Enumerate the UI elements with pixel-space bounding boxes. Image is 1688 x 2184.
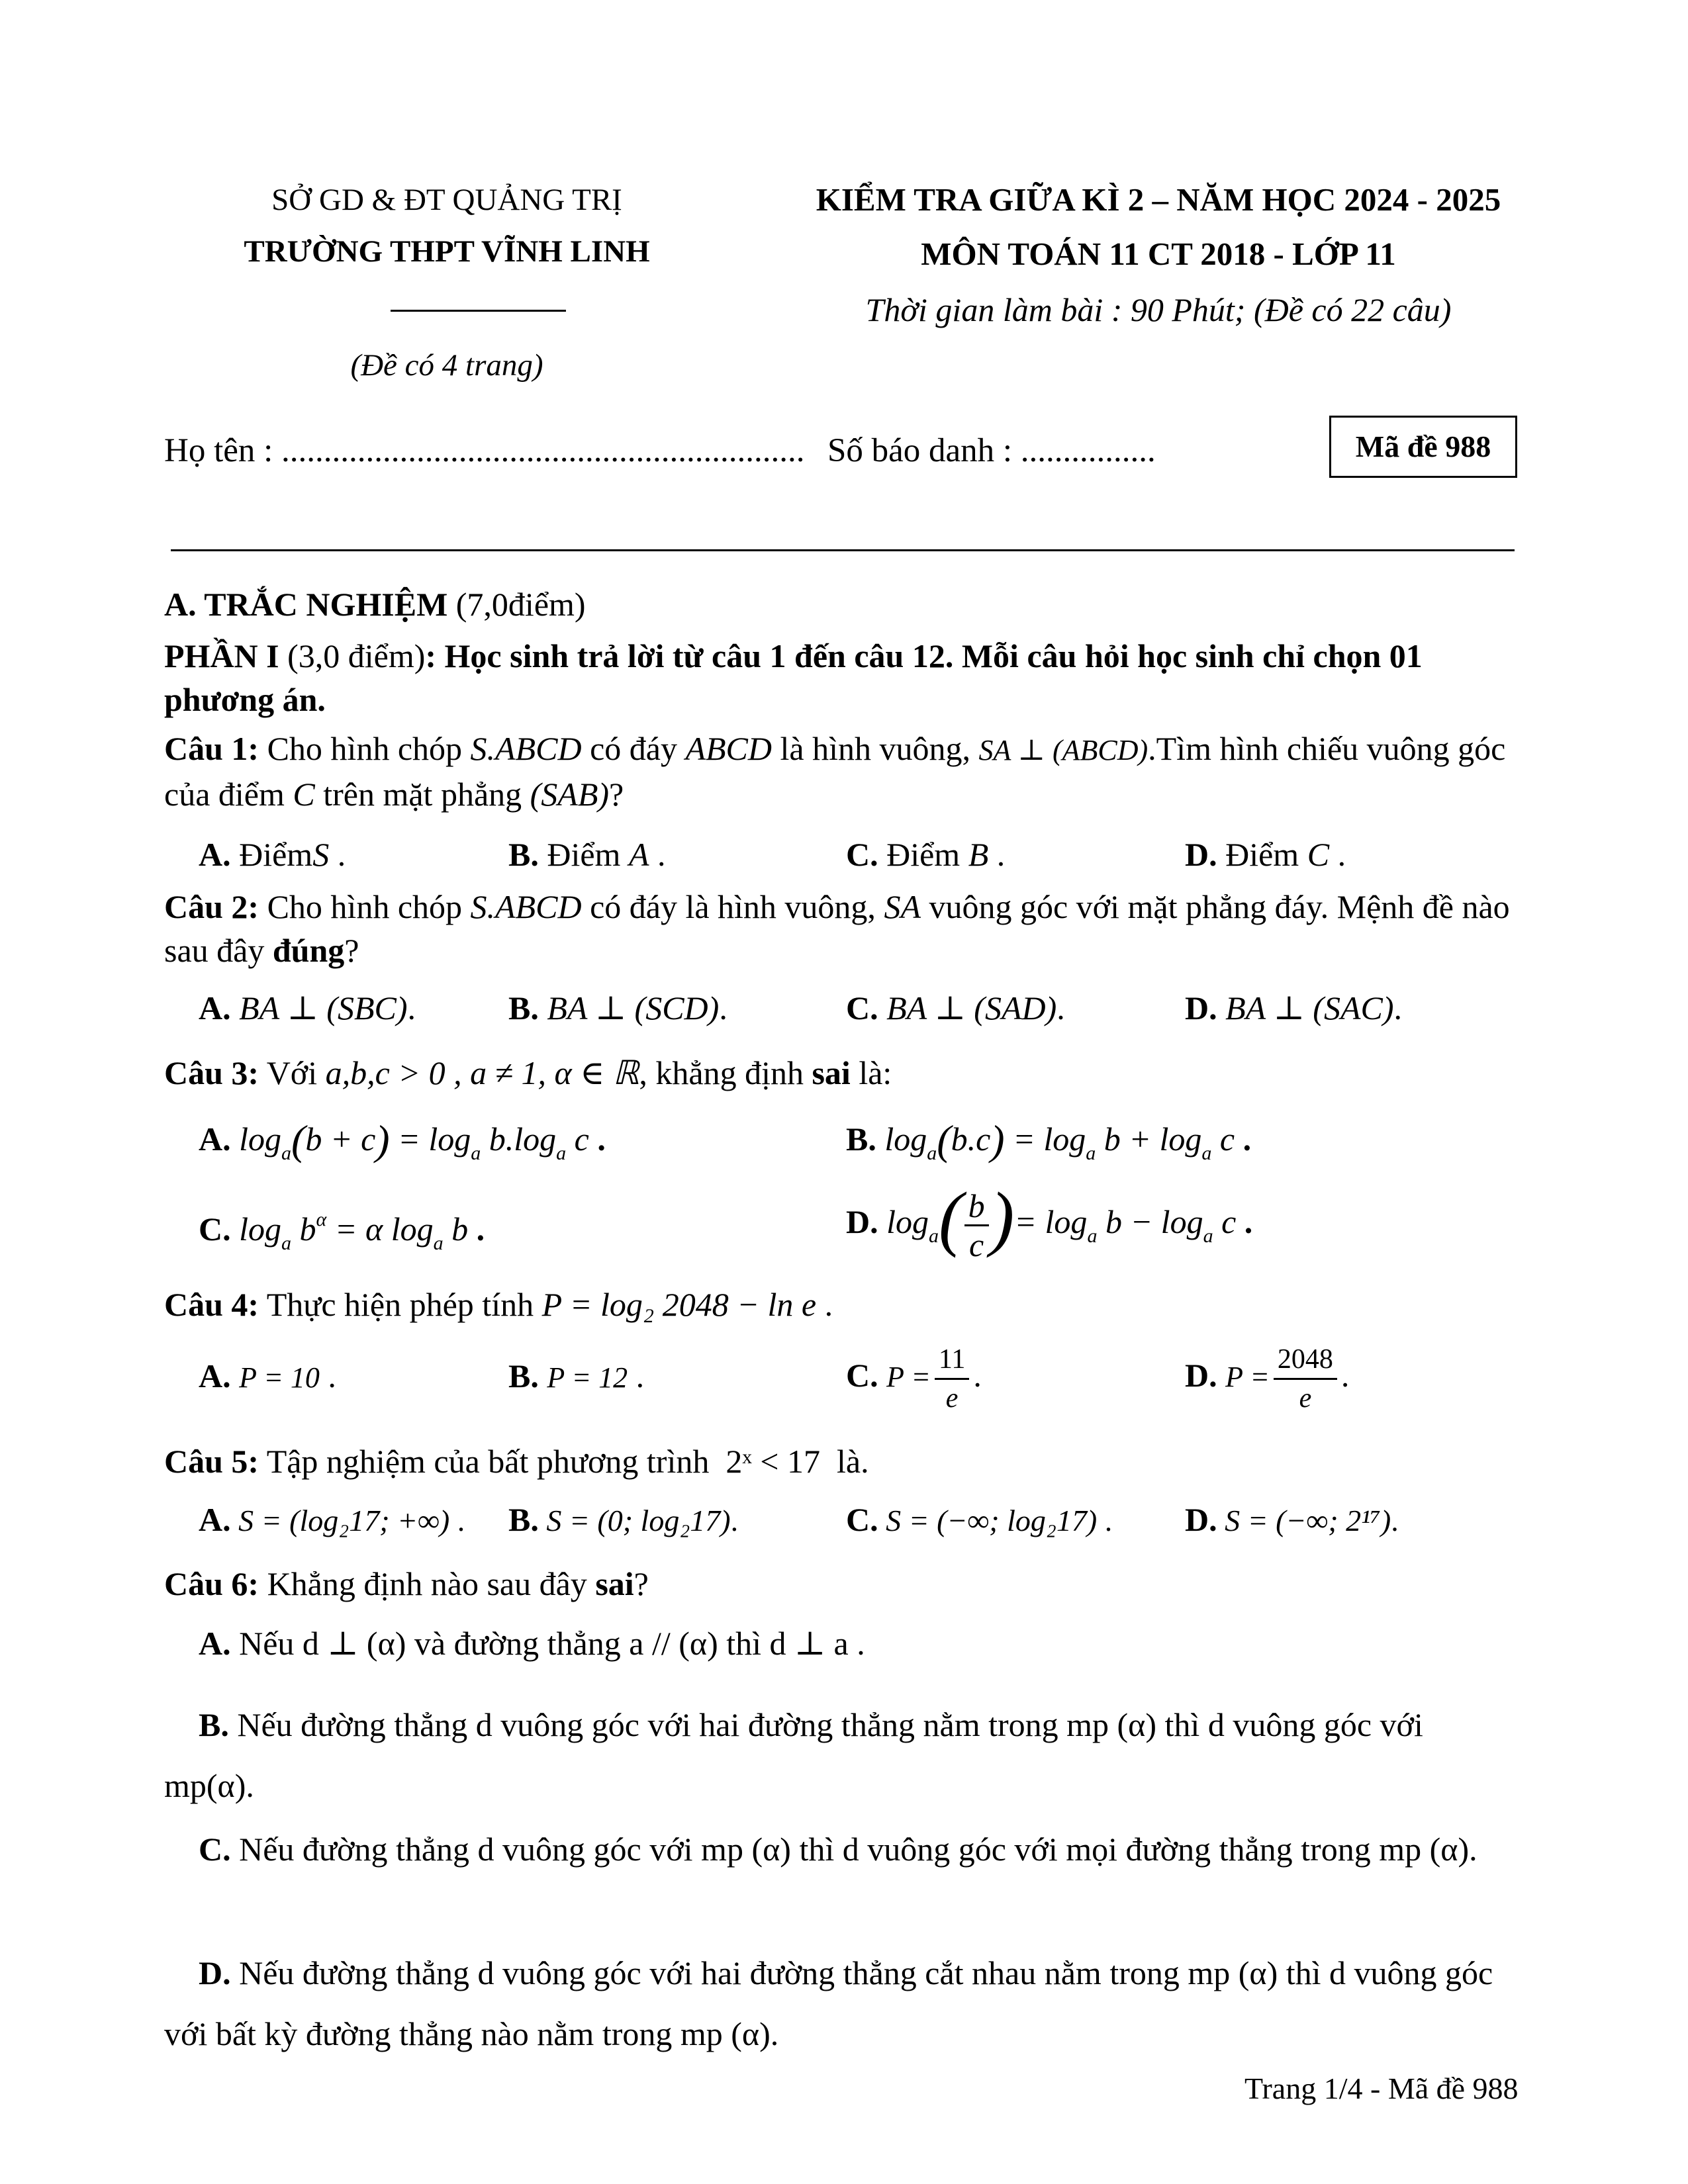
q3-option-b[interactable]: B. $\log_a(b.c) = \log_a b + \log_a c$ . [846, 1116, 1252, 1164]
q1-option-a[interactable]: A. ĐiểmS . [199, 836, 346, 873]
q3-option-a[interactable]: A. $\log_a(b + c) = \log_a b.\log_a$ c . [199, 1116, 606, 1164]
exam-code: Mã đề 988 [1355, 430, 1491, 463]
math-expr: C [293, 776, 315, 813]
q6-option-b[interactable]: B. Nếu đường thẳng d vuông góc với hai đường thẳng nằm trong mp (α) thì d vuông góc với mp(α). [164, 1706, 1423, 1804]
math-expr: S = (−∞; 2¹⁷) [1225, 1504, 1391, 1537]
math-expr: P = 12 [547, 1361, 628, 1394]
math-expr: S.ABCD [470, 888, 582, 925]
question-text: có đáy là hình vuông, [590, 888, 876, 925]
pages-note: (Đề có 4 trang) [350, 348, 543, 383]
q5-option-d[interactable]: D. S = (−∞; 2¹⁷). [1185, 1501, 1399, 1538]
option-text: Nếu đường thẳng d vuông góc với hai đường thẳng nằm trong mp (α) thì d vuông góc với mp(α). [164, 1706, 1423, 1804]
question-label: Câu 4: [164, 1286, 259, 1323]
q4-option-b[interactable]: B. P = 12 . [508, 1357, 645, 1394]
q4-option-d[interactable]: D. P = $\frac{2048}{e}$ . [1185, 1336, 1349, 1417]
section-points: (7,0điểm) [455, 586, 586, 623]
question-text: Cho hình chóp [267, 730, 463, 767]
fraction-denominator: e [1299, 1383, 1312, 1414]
question-text: Tập nghiệm của bất phương trình [266, 1443, 710, 1480]
department-name: SỞ GD & ĐT QUẢNG TRỊ [271, 183, 622, 217]
school-name: TRƯỜNG THPT VĨNH LINH [244, 234, 650, 269]
math-expr: P = log₂ 2048 − ln e [541, 1286, 817, 1323]
option-text: Điểm [239, 836, 313, 873]
q1-option-b[interactable]: B. Điểm A . [508, 836, 666, 873]
q1-option-d[interactable]: D. Điểm C . [1185, 836, 1346, 873]
question-text: Thực hiện phép tính [266, 1286, 534, 1323]
question-text: vuông góc với mặt phẳng đáy. Mệnh đề nào sau đây [164, 888, 1510, 969]
q3-option-d[interactable]: D. $\log_a$( $\frac{b}{c}$ )= $\log_a b - \log_a c$ . [846, 1177, 1253, 1264]
math-expr: S = (log₂17; +∞) [238, 1504, 450, 1537]
question-text: có đáy [590, 730, 677, 767]
question-text: trên mặt phẳng [323, 776, 522, 813]
question-text: là: [859, 1054, 892, 1091]
question-text: ? [633, 1565, 649, 1602]
q2-option-b[interactable]: B. BA ⊥ (SCD). [508, 989, 727, 1026]
option-text: Điểm [1225, 836, 1299, 873]
question-6 [164, 1563, 649, 1604]
option-text: Nếu đường thẳng d vuông góc với hai đường thẳng cắt nhau nằm trong mp (α) thì d vuông góc với bất kỳ đường thẳng nào nằm trong mp (α). [164, 1954, 1493, 2052]
part-instructions [164, 634, 1521, 721]
math-expr: $\log_a b^\alpha = \alpha$ $\log_a b$ [239, 1208, 469, 1254]
math-expr: BA ⊥ (SBC) [239, 989, 408, 1026]
section-title-label: A. TRẮC NGHIỆM [164, 586, 448, 623]
exam-code-box [1329, 416, 1517, 478]
math-expr: a,b,c > 0 , a ≠ 1, α ∈ ℝ [325, 1054, 639, 1091]
math-expr: BA ⊥ (SCD) [547, 989, 720, 1026]
option-text: Điểm [547, 836, 621, 873]
math-expr: C [1307, 836, 1330, 873]
question-label: Câu 1: [164, 730, 259, 767]
part-points: (3,0 điểm) [287, 637, 426, 674]
math-expr: $\log_a$( $\frac{b}{c}$ )= $\log_a b - \log_a c$ [886, 1177, 1237, 1264]
page-footer: Trang 1/4 - Mã đề 988 [1244, 2071, 1519, 2105]
math-expr: (SAB) [530, 776, 610, 813]
question-text: ? [344, 932, 359, 969]
question-2 [164, 885, 1521, 972]
q2-option-c[interactable]: C. BA ⊥ (SAD). [846, 989, 1065, 1026]
section-title [164, 584, 586, 625]
q4-option-c[interactable]: C. P = $\frac{11}{e}$ . [846, 1336, 982, 1417]
question-4: Câu 4: Thực hiện phép tính P = log₂ 2048 − ln e . [164, 1286, 833, 1323]
student-name-field: Họ tên : .............................................................. [164, 432, 805, 469]
section-divider [171, 549, 1515, 551]
question-3 [164, 1052, 892, 1093]
emphasis: sai [812, 1054, 851, 1091]
question-text: ? [609, 776, 624, 813]
math-expr: BA ⊥ (SAC) [1225, 989, 1394, 1026]
question-text: .Tìm hình chiếu vuông góc của điểm [164, 730, 1506, 813]
question-text: Với [266, 1054, 318, 1091]
math-expr: SA ⊥ (ABCD) [978, 734, 1149, 766]
q2-option-a[interactable]: A. BA ⊥ (SBC). [199, 989, 416, 1026]
exam-duration: Thời gian làm bài : 90 Phút; (Đề có 22 câu) [865, 291, 1452, 328]
question-1 [164, 727, 1521, 816]
math-expr: BA ⊥ (SAD) [886, 989, 1057, 1026]
math-expr: $\log_a(b.c) = \log_a b + \log_a c$ [884, 1116, 1235, 1164]
question-text: Khẳng định nào sau đây [267, 1565, 587, 1602]
question-5 [164, 1441, 869, 1482]
math-expr: 2ˣ < 17 [726, 1443, 820, 1480]
math-expr: $\log_a(b + c) = \log_a b.\log_a$ c [239, 1116, 589, 1164]
q6-option-d[interactable]: D. Nếu đường thẳng d vuông góc với hai đường thẳng cắt nhau nằm trong mp (α) thì d vuông góc với bất kỳ đường thẳng nào nằm trong mp (α). [164, 1954, 1493, 2052]
question-text: Cho hình chóp [267, 888, 463, 925]
q5-option-c[interactable]: C. S = (−∞; log₂17) . [846, 1501, 1113, 1538]
math-expr: S.ABCD [470, 730, 582, 767]
q1-option-c[interactable]: C. Điểm B . [846, 836, 1006, 873]
question-label: Câu 2: [164, 888, 259, 925]
emphasis: đúng [272, 932, 345, 969]
fraction-numerator: 11 [935, 1341, 969, 1380]
question-text: , khẳng định [639, 1054, 804, 1091]
option-text: Nếu d ⊥ (α) và đường thẳng a // (α) thì d ⊥ a . [239, 1625, 865, 1662]
math-expr: A [628, 836, 649, 873]
part-instruction-text: : Học sinh trả lời từ câu 1 đến câu 12. Mỗi câu hỏi học sinh chỉ chọn 01 phương án. [164, 637, 1423, 718]
subject-title: MÔN TOÁN 11 CT 2018 - LỚP 11 [921, 236, 1396, 272]
exam-title: KIỂM TRA GIỮA KÌ 2 – NĂM HỌC 2024 - 2025 [816, 181, 1501, 218]
math-expr: SA [884, 888, 921, 925]
q5-option-b[interactable]: B. S = (0; log₂17). [508, 1501, 739, 1538]
math-expr: S [312, 836, 330, 873]
fraction-denominator: e [945, 1383, 959, 1414]
option-text: Điểm [886, 836, 961, 873]
q6-option-a[interactable]: A. Nếu d ⊥ (α) và đường thẳng a // (α) thì d ⊥ a . [199, 1625, 865, 1662]
emphasis: sai [595, 1565, 634, 1602]
math-expr: S = (−∞; log₂17) [886, 1504, 1098, 1537]
q4-option-a[interactable]: A. P = 10 . [199, 1357, 336, 1394]
math-expr: B [968, 836, 989, 873]
question-text: là hình vuông, [780, 730, 970, 767]
math-expr: P = 10 [239, 1361, 320, 1394]
question-label: Câu 3: [164, 1054, 259, 1091]
student-id-field: Số báo danh : ................ [827, 432, 1156, 469]
math-expr: ABCD [685, 730, 772, 767]
q6-option-c[interactable]: C. Nếu đường thẳng d vuông góc với mp (α) thì d vuông góc với mọi đường thẳng trong mp (α). [199, 1831, 1477, 1868]
question-label: Câu 5: [164, 1443, 259, 1480]
q2-option-d[interactable]: D. BA ⊥ (SAC). [1185, 989, 1403, 1026]
header-divider [391, 310, 566, 312]
part-label: PHẦN I [164, 637, 279, 674]
q3-option-c[interactable]: C. $\log_a b^\alpha = \alpha$ $\log_a b$ . [199, 1208, 485, 1254]
option-text: Nếu đường thẳng d vuông góc với mp (α) thì d vuông góc với mọi đường thẳng trong mp (α). [239, 1831, 1477, 1868]
fraction-numerator: 2048 [1274, 1341, 1337, 1380]
math-expr: S = (0; log₂17) [546, 1504, 731, 1537]
question-text: là. [837, 1443, 869, 1480]
q5-option-a[interactable]: A. S = (log₂17; +∞) . [199, 1501, 465, 1538]
question-label: Câu 6: [164, 1565, 259, 1602]
